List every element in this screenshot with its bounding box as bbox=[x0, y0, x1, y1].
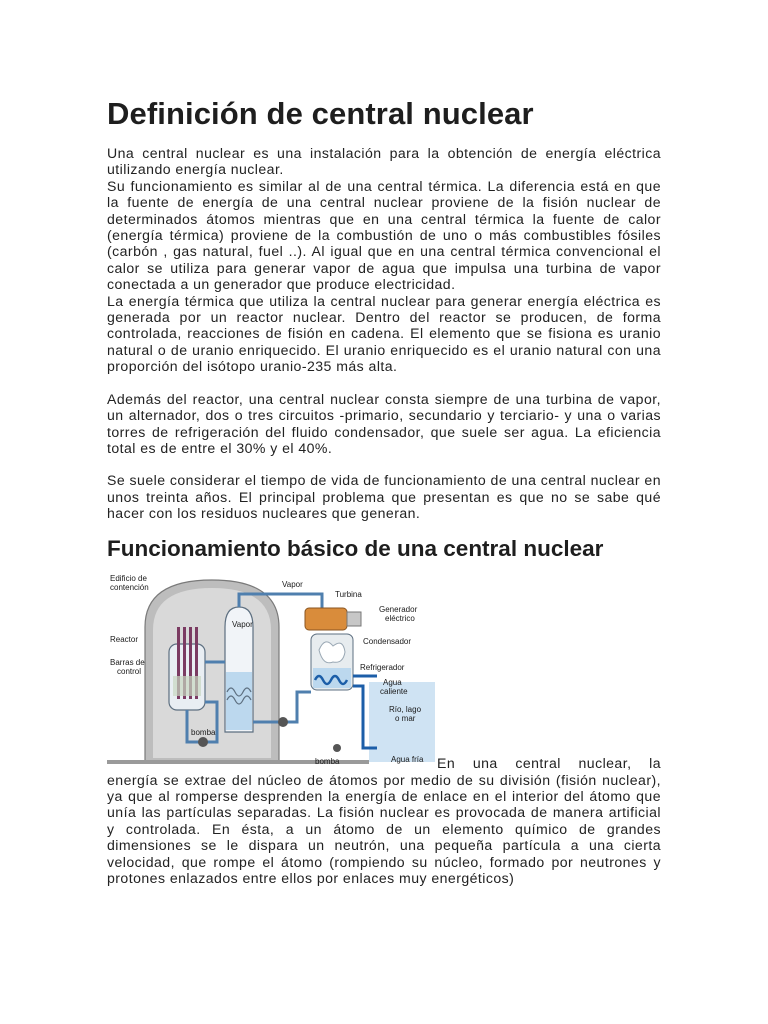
document-page bbox=[107, 96, 661, 886]
generator bbox=[347, 612, 361, 626]
paragraph-definition: Una central nuclear es una instalación para la obtención de energía eléctrica utilizando energía nuclear. bbox=[107, 145, 661, 178]
label-agua-caliente-2: caliente bbox=[380, 686, 408, 696]
label-rio-2: o mar bbox=[395, 713, 416, 723]
reactor-core bbox=[173, 676, 201, 696]
paragraph-fission: energía se extrae del núcleo de átomos por medio de su división (fisión nuclear), ya que al romperse desprenden la energía de enlace en el interior del átomo que unía las partículas separadas. La fisión nuclear es provocada de manera artificial y controlada. En ésta, a un átomo de un elemento químico de grandes dimensiones se le dispara un neutrón, una pequeña partícula a una cierta velocidad, que rompe el átomo (rompiendo su núcleo, formado por neutrones y protones enlazados entre ellos por enlaces muy energéticos) bbox=[107, 771, 661, 886]
label-contencion: contención bbox=[110, 582, 149, 592]
label-rio-1: Río, lago bbox=[389, 704, 422, 714]
paragraph-thermal-energy: La energía térmica que utiliza la central nuclear para generar energía eléctrica es generada por un reactor nuclear. Dentro del reactor se producen, de forma controlada, reacciones de fisión en cadena. El elemento que se fisiona es uranio natural o de uranio enriquecido. El uranio enriquecido es el uranio natural con una proporción del isótopo uranio-235 más alta. bbox=[107, 292, 661, 375]
paragraph-lifetime: Se suele considerar el tiempo de vida de funcionamiento de una central nuclear en unos treinta años. El principal problema que presentan es que no se sabe qué hacer con los residuos nucleares que generan. bbox=[107, 472, 661, 522]
paragraph-functioning: Su funcionamiento es similar al de una central térmica. La diferencia está en que la fuente de energía de una central nuclear proviene de la fisión nuclear de determinados átomos mientras que en una central térmica la fuente de calor (energía térmica) proviene de la combustión de uno o más combustibles fósiles (carbón , gas natural, fuel ..). Al igual que en una central térmica convencional el calor se utiliza para generar vapor de agua que impulsa una turbina de vapor conectada a un generador que produce electricidad. bbox=[107, 177, 661, 293]
steam-cloud bbox=[319, 641, 345, 662]
label-reactor: Reactor bbox=[110, 634, 139, 644]
label-edificio: Edificio de bbox=[110, 573, 147, 583]
label-generador: Generador bbox=[379, 604, 418, 614]
water-pump bbox=[333, 744, 341, 752]
section-title: Funcionamiento básico de una central nuclear bbox=[107, 535, 604, 561]
paragraph-spacer bbox=[107, 375, 661, 391]
label-turbina: Turbina bbox=[335, 589, 362, 599]
paragraph-components: Además del reactor, una central nuclear consta siempre de una turbina de vapor, un alternador, dos o tres circuitos -primario, secundario y terciario- y una o varias torres de refrigeración del fluido condensador, que suele ser agua. La eficiencia total es de entre el 30% y el 40%. bbox=[107, 390, 661, 456]
label-bomba-primary: bomba bbox=[191, 727, 216, 737]
label-barras: Barras de bbox=[110, 657, 145, 667]
steam-generator-water bbox=[226, 672, 252, 730]
label-control: control bbox=[117, 666, 142, 676]
label-refrigerador: Refrigerador bbox=[360, 662, 405, 672]
page-title: Definición de central nuclear bbox=[107, 96, 534, 131]
label-electrico: eléctrico bbox=[385, 613, 415, 623]
label-agua-caliente-1: Agua bbox=[383, 677, 402, 687]
label-agua-fria: Agua fría bbox=[391, 754, 424, 764]
turbine bbox=[305, 608, 347, 630]
figure-row bbox=[107, 572, 661, 772]
label-vapor-inner: Vapor bbox=[232, 619, 253, 629]
label-vapor-top: Vapor bbox=[282, 579, 303, 589]
label-condensador: Condensador bbox=[363, 636, 412, 646]
secondary-pump bbox=[278, 717, 288, 727]
caption-start: En una central nuclear, la bbox=[437, 755, 661, 772]
paragraph-spacer bbox=[107, 456, 661, 472]
label-bomba-tertiary: bomba bbox=[315, 756, 340, 766]
primary-pump bbox=[198, 737, 208, 747]
nuclear-plant-diagram bbox=[107, 572, 435, 772]
